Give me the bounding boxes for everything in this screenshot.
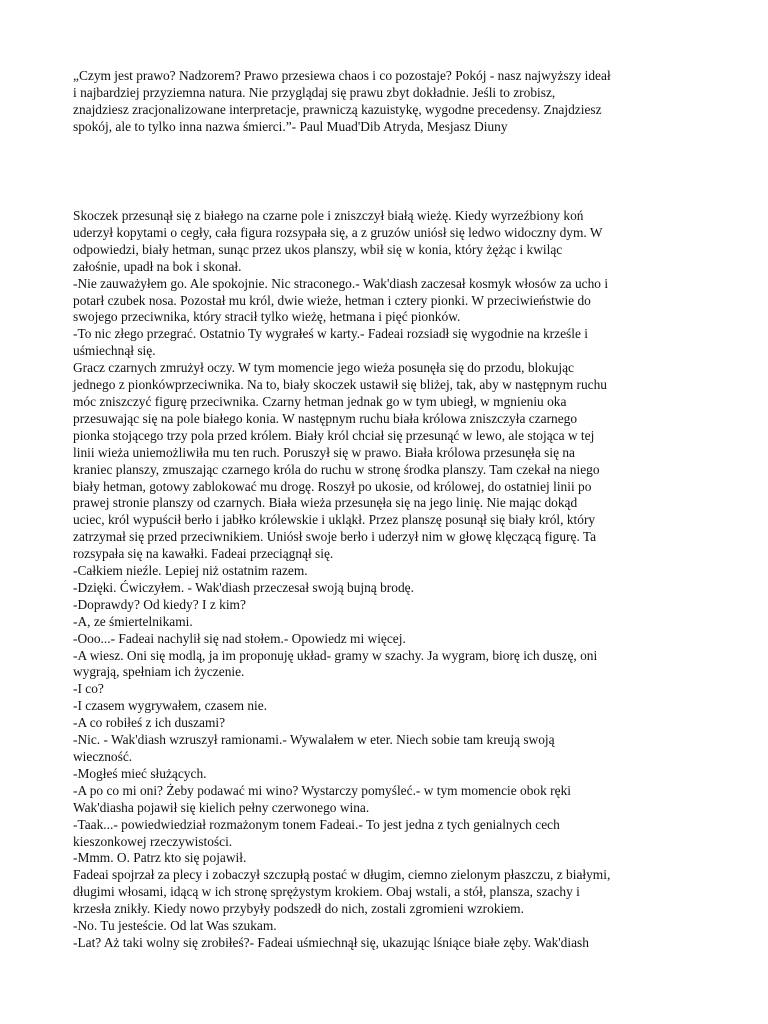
story-line: kieszonkowej rzeczywistości. xyxy=(73,833,233,849)
story-line: -No. Tu jesteście. Od lat Was szukam. xyxy=(73,918,277,934)
story-line: długimi włosami, idącą w ich stronę sprężystym krokiem. Obaj wstali, a stół, plansza, szachy i xyxy=(73,884,580,900)
epigraph-line: „Czym jest prawo? Nadzorem? Prawo przesiewa chaos i co pozostaje? Pokój - nasz najwyższy ideał xyxy=(73,68,611,83)
story-line: -I czasem wygrywałem, czasem nie. xyxy=(73,698,268,714)
story-line: -Całkiem nieźle. Lepiej niż ostatnim razem. xyxy=(73,563,308,579)
story-line: pionka stojącego trzy pola przed królem. Biały król chciał się przesunąć w lewo, ale stojąca w tej xyxy=(73,427,595,443)
story-line: -Nie zauważyłem go. Ale spokojnie. Nic straconego.- Wak'diash zaczesał kosmyk włosów za ucho i xyxy=(73,275,609,291)
story-line: móc zniszczyć figurę przeciwnika. Czarny hetman jednak go w tym ubiegł, w mgnieniu oka xyxy=(73,393,567,409)
story-line: -Mogłeś mieć służących. xyxy=(73,765,207,781)
story-line: Fadeai spojrzał za plecy i zobaczył szczupłą postać w długim, ciemno zielonym płaszczu, z białymi, xyxy=(73,867,611,883)
story-line: potarł czubek nosa. Pozostał mu król, dwie wieże, hetman i cztery pionki. W przeciwieństwie do xyxy=(73,292,591,308)
story-line: uciec, król wypuścił berło i jabłko królewskie i ukląkł. Przez planszę posunął się biały król, który xyxy=(73,512,596,528)
story-line: załośnie, upadł na bok i skonał. xyxy=(73,258,242,274)
story-line: biały hetman, gotowy zablokować mu drogę. Roszył po ukosie, od królowej, do ostatniej linii po xyxy=(73,478,592,494)
story-line: uśmiechnął się. xyxy=(73,343,156,359)
story-line: -Dzięki. Ćwiczyłem. - Wak'diash przeczesał swoją bujną brodę. xyxy=(73,579,414,595)
epigraph-line: spokój, ale to tylko inna nazwa śmierci.”- Paul Muad'Dib Atryda, Mesjasz Diuny xyxy=(73,119,508,134)
story-line: kraniec planszy, zmuszając czarnego króla do ruchu w stronę środka planszy. Tam czekał na niego xyxy=(73,461,600,477)
epigraph-quote xyxy=(73,67,713,135)
story-line: Gracz czarnych zmrużył oczy. W tym momencie jego wieża posunęła się do przodu, blokując xyxy=(73,360,574,376)
story-line: -Doprawdy? Od kiedy? I z kim? xyxy=(73,596,246,612)
story-line: -To nic złego przegrać. Ostatnio Ty wygrałeś w karty.- Fadeai rozsiadł się wygodnie na krześle i xyxy=(73,326,588,342)
story-line: swojego przeciwnika, który stracił tylko wieżę, hetmana i pięć pionków. xyxy=(73,309,461,325)
story-line: krzesła znikły. Kiedy nowo przybyły podszedł do nich, zostali zgromieni wzrokiem. xyxy=(73,901,524,917)
story-line: -A po co mi oni? Żeby podawać mi wino? Wystarczy pomyśleć.- w tym momencie obok ręki xyxy=(73,782,571,798)
epigraph-line: i najbardziej przyziemna natura. Nie przyglądaj się prawu zbyt dokładnie. Jeśli to zrobisz, xyxy=(73,85,556,100)
story-line: prawej stronie planszy od czarnych. Biała wieża przesunęła się na jego linię. Nie mając dokąd xyxy=(73,495,578,511)
story-line: -A co robiłeś z ich duszami? xyxy=(73,715,226,731)
story-line: -A, ze śmiertelnikami. xyxy=(73,613,193,629)
story-line: przesuwając się na pole białego konia. W następnym ruchu biała królowa zniszczyła czarnego xyxy=(73,410,578,426)
story-line: -Nic. - Wak'diash wzruszył ramionami.- Wywalałem w eter. Niech sobie tam kreują swoją xyxy=(73,732,555,748)
story-line: -I co? xyxy=(73,681,104,697)
story-line: odpowiedzi, biały hetman, sunąc przez ukos planszy, wbił się w konia, który żężąc i kwiląc xyxy=(73,241,563,257)
story-line: -Ooo...- Fadeai nachylił się nad stołem.- Opowiedz mi więcej. xyxy=(73,630,406,646)
story-text xyxy=(73,208,713,952)
story-line: -A wiesz. Oni się modlą, ja im proponuję układ- gramy w szachy. Ja wygram, biorę ich duszę, oni xyxy=(73,647,598,663)
story-line: Skoczek przesunął się z białego na czarne pole i zniszczył białą wieżę. Kiedy wyrzeźbiony koń xyxy=(73,208,584,223)
story-line: linii wieża uniemożliwiła mu ten ruch. Poruszył się w prawo. Biała królowa przesunęła się na xyxy=(73,444,576,460)
story-line: Wak'diasha pojawił się kielich pełny czerwonego wina. xyxy=(73,799,370,815)
story-line: -Mmm. O. Patrz kto się pojawił. xyxy=(73,850,247,866)
story-line: zatrzymał się przed przeciwnikiem. Uniósł swoje berło i uderzył nim w głowę klęczącą figurę. Ta xyxy=(73,529,597,545)
story-line: -Taak...- powiedwiedział rozmażonym tonem Fadeai.- To jest jedna z tych genialnych cech xyxy=(73,816,560,832)
story-line: wygrają, spełniam ich życzenie. xyxy=(73,664,245,680)
story-line: jednego z pionkówprzeciwnika. Na to, biały skoczek ustawił się bliżej, tak, aby w następnym ruchu xyxy=(73,377,607,393)
story-line: wieczność. xyxy=(73,749,133,764)
epigraph-line: znajdziesz zracjonalizowane interpretacje, prawniczą kazuistykę, wygodne precedensy. Znajdziesz xyxy=(73,102,602,117)
story-line: uderzył kopytami o cegły, cała figura rozsypała się, a z gruzów uniósł się ledwo widoczny dym. W xyxy=(73,224,603,240)
story-line: rozsypała się na kawałki. Fadeai przeciągnął się. xyxy=(73,546,334,562)
story-line: -Lat? Aż taki wolny się zrobiłeś?- Fadeai uśmiechnął się, ukazując lśniące białe zęby. Wak'diash xyxy=(73,934,589,950)
